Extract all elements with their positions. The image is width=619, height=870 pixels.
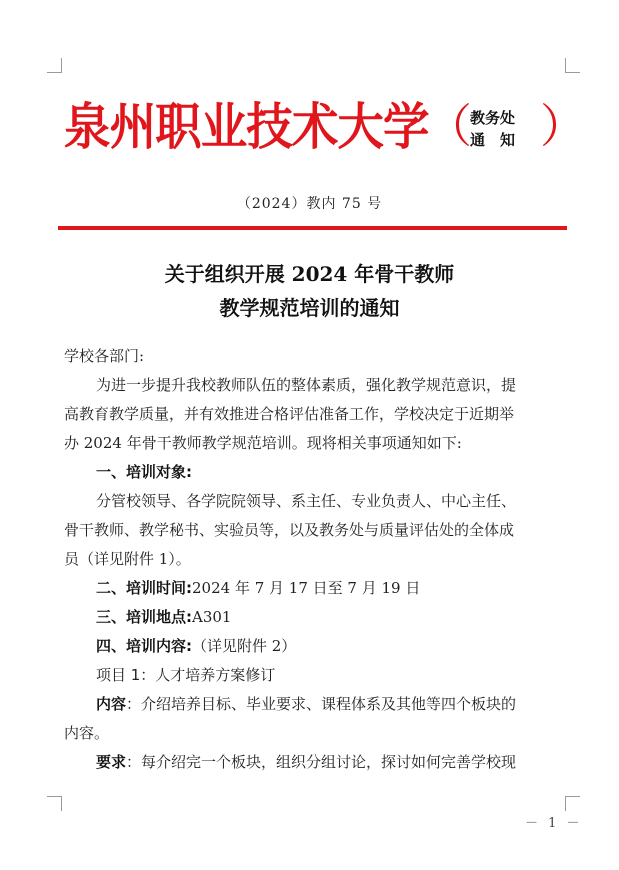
- training-location: A301: [192, 608, 232, 626]
- requirement-label: 要求: [96, 753, 127, 771]
- training-time: 2024 年 7 月 17 日至 7 月 19 日: [192, 579, 421, 597]
- section-4-heading: 四、培训内容:: [96, 637, 192, 655]
- intro-line-2: 高教育教学质量，并有效推进合格评估准备工作，学校决定于近期举: [64, 405, 515, 423]
- project-1-title: 项目 1：人才培养方案修订: [96, 666, 276, 684]
- dept-line-1: 教务处: [470, 109, 516, 127]
- title-line-1: 关于组织开展 2024 年骨干教师: [164, 262, 455, 286]
- issuing-department: [470, 107, 515, 151]
- header-paren-left: （: [426, 99, 472, 153]
- section-3-heading: 三、培训地点:: [96, 608, 192, 626]
- section-1-heading: 一、培训对象:: [96, 463, 192, 481]
- content-text-1: ：介绍培养目标、毕业要求、课程体系及其他等四个板块的: [126, 695, 517, 713]
- intro-line-3: 办 2024 年骨干教师教学规范培训。现将相关事项通知如下:: [64, 434, 462, 452]
- header-paren-right: ）: [540, 99, 586, 153]
- section-2: [96, 578, 420, 598]
- dept-line-2: 通 知: [470, 131, 516, 149]
- section-2-heading: 二、培训时间:: [96, 579, 192, 597]
- section-4: [96, 636, 296, 656]
- section-1-line-3: 员（详见附件 1）。: [64, 550, 191, 568]
- notice-title: [0, 257, 619, 325]
- crop-mark-top-right: [565, 58, 580, 73]
- crop-mark-bottom-right: [565, 796, 580, 811]
- training-content-ref: （详见附件 2）: [192, 637, 297, 655]
- document-number: （2024）教内 75 号: [236, 196, 383, 212]
- content-label: 内容: [96, 695, 127, 713]
- section-1-line-2: 骨干教师、教学秘书、实验员等，以及教务处与质量评估处的全体成: [64, 521, 515, 539]
- page-number: － 1 －: [525, 816, 583, 831]
- intro-line-1: 为进一步提升我校教师队伍的整体素质，强化教学规范意识，提: [96, 376, 517, 394]
- requirement-paragraph: [96, 752, 516, 772]
- requirement-text: ：每介绍完一个板块，组织分组讨论，探讨如何完善学校现: [126, 753, 517, 771]
- university-name: 泉州职业技术大学: [64, 98, 429, 156]
- title-line-2: 教学规范培训的通知: [219, 296, 400, 320]
- content-paragraph: [96, 694, 516, 714]
- crop-mark-top-left: [47, 58, 62, 73]
- content-text-2: 内容。: [64, 724, 110, 742]
- section-3: [96, 607, 231, 627]
- crop-mark-bottom-left: [47, 796, 62, 811]
- red-divider-line: [58, 226, 567, 230]
- section-1-line-1: 分管校领导、各学院院领导、系主任、专业负责人、中心主任、: [96, 492, 517, 510]
- salutation: 学校各部门:: [64, 347, 145, 365]
